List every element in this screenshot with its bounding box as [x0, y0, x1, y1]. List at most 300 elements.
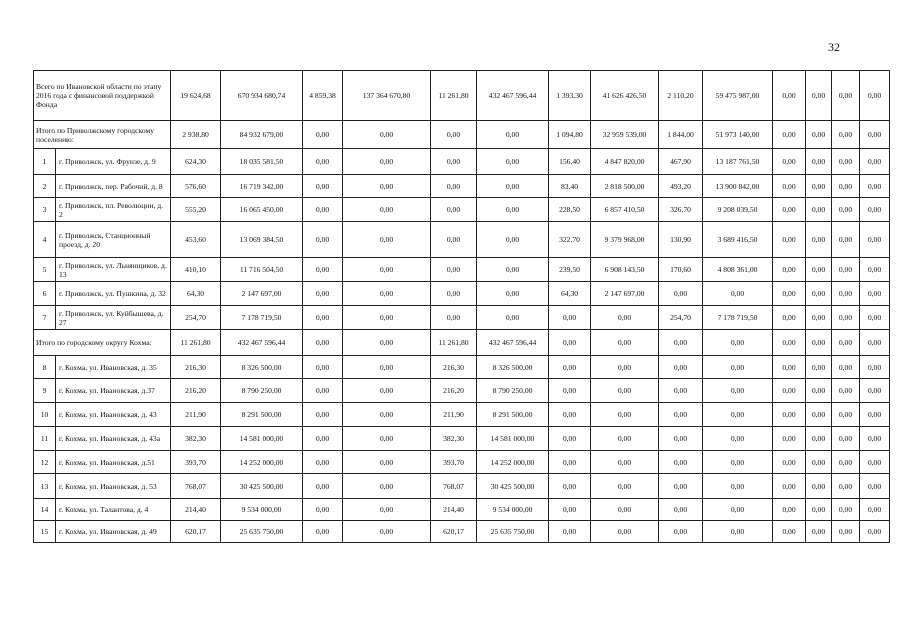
- value-cell: 382,30: [171, 427, 221, 451]
- value-cell: 768,07: [171, 474, 221, 499]
- address-cell: г. Приволжск, Станционный проезд, д. 20: [56, 222, 171, 258]
- value-cell: 0,00: [703, 356, 773, 379]
- value-cell: 0,00: [343, 306, 431, 330]
- row-number: 13: [34, 474, 56, 499]
- value-cell: 170,60: [659, 258, 703, 282]
- value-cell: 228,50: [549, 198, 591, 222]
- value-cell: 0,00: [860, 222, 890, 258]
- value-cell: 0,00: [832, 403, 860, 427]
- value-cell: 0,00: [806, 499, 832, 521]
- value-cell: 0,00: [773, 282, 806, 306]
- value-cell: 0,00: [832, 198, 860, 222]
- value-cell: 0,00: [860, 258, 890, 282]
- program-table-sheet: [33, 70, 889, 543]
- value-cell: 0,00: [806, 474, 832, 499]
- value-cell: 0,00: [343, 356, 431, 379]
- table-row: [34, 198, 890, 222]
- row-number: 4: [34, 222, 56, 258]
- value-cell: 254,70: [659, 306, 703, 330]
- value-cell: 0,00: [832, 521, 860, 543]
- value-cell: 214,40: [171, 499, 221, 521]
- value-cell: 0,00: [477, 198, 549, 222]
- value-cell: 326,70: [659, 198, 703, 222]
- value-cell: 8 291 500,00: [221, 403, 303, 427]
- table-row: [34, 403, 890, 427]
- value-cell: 0,00: [303, 282, 343, 306]
- address-cell: г. Кохма, ул. Ивановская, д. 43а: [56, 427, 171, 451]
- table-row: [34, 474, 890, 499]
- value-cell: 432 467 596,44: [221, 330, 303, 356]
- value-cell: 64,30: [549, 282, 591, 306]
- value-cell: 493,20: [659, 175, 703, 198]
- table-body: [34, 71, 890, 543]
- value-cell: 0,00: [549, 451, 591, 474]
- value-cell: 0,00: [860, 306, 890, 330]
- value-cell: 0,00: [832, 258, 860, 282]
- value-cell: 0,00: [703, 521, 773, 543]
- address-cell: г. Кохма, ул. Ивановская, д. 43: [56, 403, 171, 427]
- value-cell: 670 934 680,74: [221, 71, 303, 121]
- table-row: [34, 451, 890, 474]
- value-cell: 620,17: [431, 521, 477, 543]
- value-cell: 0,00: [806, 403, 832, 427]
- value-cell: 0,00: [806, 427, 832, 451]
- value-cell: 14 581 000,00: [221, 427, 303, 451]
- value-cell: 0,00: [806, 149, 832, 175]
- value-cell: 576,60: [171, 175, 221, 198]
- value-cell: 0,00: [343, 149, 431, 175]
- value-cell: 2 110,20: [659, 71, 703, 121]
- value-cell: 0,00: [703, 474, 773, 499]
- value-cell: 0,00: [303, 379, 343, 403]
- value-cell: 1 844,00: [659, 121, 703, 149]
- value-cell: 211,90: [431, 403, 477, 427]
- value-cell: 0,00: [860, 330, 890, 356]
- value-cell: 0,00: [860, 121, 890, 149]
- row-number: 3: [34, 198, 56, 222]
- value-cell: 0,00: [860, 198, 890, 222]
- total-row: [34, 71, 890, 121]
- table-row: [34, 258, 890, 282]
- value-cell: 14 581 000,00: [477, 427, 549, 451]
- value-cell: 0,00: [832, 427, 860, 451]
- value-cell: 0,00: [431, 149, 477, 175]
- value-cell: 13 069 384,50: [221, 222, 303, 258]
- total-label: Итого по Приволжскому городскому поселению:: [34, 121, 171, 149]
- value-cell: 9 534 000,00: [477, 499, 549, 521]
- value-cell: 4 859,38: [303, 71, 343, 121]
- value-cell: 0,00: [303, 499, 343, 521]
- address-cell: г. Приволжск, ул. Льнянщиков, д. 13: [56, 258, 171, 282]
- value-cell: 0,00: [477, 306, 549, 330]
- value-cell: 0,00: [832, 282, 860, 306]
- value-cell: 0,00: [773, 306, 806, 330]
- value-cell: 0,00: [591, 330, 659, 356]
- value-cell: 0,00: [549, 521, 591, 543]
- value-cell: 25 635 750,00: [221, 521, 303, 543]
- value-cell: 4 808 361,00: [703, 258, 773, 282]
- value-cell: 8 790 250,00: [221, 379, 303, 403]
- value-cell: 453,60: [171, 222, 221, 258]
- value-cell: 1 094,80: [549, 121, 591, 149]
- value-cell: 0,00: [703, 282, 773, 306]
- value-cell: 0,00: [591, 306, 659, 330]
- value-cell: 0,00: [343, 258, 431, 282]
- value-cell: 0,00: [773, 149, 806, 175]
- value-cell: 0,00: [549, 356, 591, 379]
- value-cell: 0,00: [832, 149, 860, 175]
- value-cell: 9 534 000,00: [221, 499, 303, 521]
- value-cell: 0,00: [549, 379, 591, 403]
- value-cell: 0,00: [832, 451, 860, 474]
- value-cell: 0,00: [659, 330, 703, 356]
- value-cell: 0,00: [431, 282, 477, 306]
- value-cell: 3 689 416,50: [703, 222, 773, 258]
- value-cell: 768,07: [431, 474, 477, 499]
- row-number: 7: [34, 306, 56, 330]
- value-cell: 0,00: [303, 356, 343, 379]
- value-cell: 83,40: [549, 175, 591, 198]
- value-cell: 0,00: [773, 499, 806, 521]
- value-cell: 156,40: [549, 149, 591, 175]
- value-cell: 432 467 596,44: [477, 330, 549, 356]
- value-cell: 410,10: [171, 258, 221, 282]
- value-cell: 0,00: [303, 306, 343, 330]
- value-cell: 254,70: [171, 306, 221, 330]
- value-cell: 8 790 250,00: [477, 379, 549, 403]
- value-cell: 7 178 719,50: [221, 306, 303, 330]
- value-cell: 0,00: [343, 330, 431, 356]
- row-number: 11: [34, 427, 56, 451]
- value-cell: 9 379 968,00: [591, 222, 659, 258]
- value-cell: 6 908 143,50: [591, 258, 659, 282]
- value-cell: 41 626 426,50: [591, 71, 659, 121]
- value-cell: 0,00: [303, 121, 343, 149]
- value-cell: 0,00: [773, 222, 806, 258]
- value-cell: 0,00: [703, 451, 773, 474]
- table-row: [34, 175, 890, 198]
- value-cell: 0,00: [591, 451, 659, 474]
- address-cell: г. Кохма, ул. Талантова, д. 4: [56, 499, 171, 521]
- value-cell: 0,00: [477, 222, 549, 258]
- value-cell: 0,00: [343, 121, 431, 149]
- value-cell: 0,00: [303, 149, 343, 175]
- value-cell: 0,00: [591, 403, 659, 427]
- value-cell: 130,90: [659, 222, 703, 258]
- value-cell: 216,20: [171, 379, 221, 403]
- value-cell: 0,00: [431, 198, 477, 222]
- housing-program-table: [33, 70, 890, 543]
- value-cell: 0,00: [431, 222, 477, 258]
- value-cell: 0,00: [659, 282, 703, 306]
- value-cell: 0,00: [860, 71, 890, 121]
- address-cell: г. Приволжск, ул. Пушкина, д. 32: [56, 282, 171, 306]
- row-number: 10: [34, 403, 56, 427]
- value-cell: 0,00: [832, 499, 860, 521]
- value-cell: 0,00: [303, 403, 343, 427]
- value-cell: 0,00: [431, 121, 477, 149]
- page-number: 32: [828, 40, 840, 54]
- value-cell: 0,00: [773, 330, 806, 356]
- value-cell: 0,00: [860, 403, 890, 427]
- value-cell: 0,00: [832, 330, 860, 356]
- value-cell: 19 624,68: [171, 71, 221, 121]
- value-cell: 30 425 500,00: [221, 474, 303, 499]
- value-cell: 0,00: [343, 521, 431, 543]
- value-cell: 0,00: [773, 379, 806, 403]
- value-cell: 0,00: [703, 427, 773, 451]
- value-cell: 0,00: [806, 258, 832, 282]
- value-cell: 0,00: [832, 356, 860, 379]
- table-row: [34, 222, 890, 258]
- value-cell: 0,00: [549, 403, 591, 427]
- value-cell: 0,00: [477, 121, 549, 149]
- table-row: [34, 521, 890, 543]
- value-cell: 0,00: [549, 499, 591, 521]
- value-cell: 432 467 596,44: [477, 71, 549, 121]
- value-cell: 0,00: [860, 521, 890, 543]
- table-row: [34, 306, 890, 330]
- row-number: 9: [34, 379, 56, 403]
- value-cell: 0,00: [303, 222, 343, 258]
- value-cell: 0,00: [806, 306, 832, 330]
- value-cell: 0,00: [773, 121, 806, 149]
- row-number: 1: [34, 149, 56, 175]
- value-cell: 0,00: [806, 521, 832, 543]
- value-cell: 0,00: [591, 427, 659, 451]
- value-cell: 14 252 000,00: [477, 451, 549, 474]
- value-cell: 0,00: [860, 175, 890, 198]
- value-cell: 0,00: [343, 282, 431, 306]
- value-cell: 0,00: [659, 379, 703, 403]
- value-cell: 0,00: [703, 330, 773, 356]
- value-cell: 11 261,80: [431, 330, 477, 356]
- value-cell: 0,00: [549, 427, 591, 451]
- table-row: [34, 427, 890, 451]
- value-cell: 0,00: [773, 474, 806, 499]
- value-cell: 11 261,80: [431, 71, 477, 121]
- value-cell: 0,00: [303, 258, 343, 282]
- value-cell: 0,00: [806, 222, 832, 258]
- value-cell: 0,00: [806, 71, 832, 121]
- value-cell: 211,90: [171, 403, 221, 427]
- value-cell: 0,00: [477, 175, 549, 198]
- value-cell: 0,00: [860, 451, 890, 474]
- value-cell: 0,00: [659, 403, 703, 427]
- value-cell: 0,00: [832, 71, 860, 121]
- value-cell: 0,00: [659, 427, 703, 451]
- value-cell: 0,00: [703, 403, 773, 427]
- value-cell: 0,00: [303, 451, 343, 474]
- value-cell: 0,00: [477, 282, 549, 306]
- value-cell: 0,00: [860, 149, 890, 175]
- value-cell: 0,00: [549, 306, 591, 330]
- total-row: [34, 330, 890, 356]
- value-cell: 0,00: [591, 356, 659, 379]
- value-cell: 0,00: [806, 356, 832, 379]
- value-cell: 0,00: [303, 474, 343, 499]
- value-cell: 0,00: [343, 222, 431, 258]
- table-row: [34, 379, 890, 403]
- value-cell: 0,00: [659, 474, 703, 499]
- value-cell: 0,00: [703, 499, 773, 521]
- row-number: 5: [34, 258, 56, 282]
- value-cell: 0,00: [860, 499, 890, 521]
- value-cell: 32 959 539,00: [591, 121, 659, 149]
- value-cell: 2 147 697,00: [221, 282, 303, 306]
- value-cell: 2 938,80: [171, 121, 221, 149]
- value-cell: 0,00: [477, 258, 549, 282]
- value-cell: 0,00: [303, 521, 343, 543]
- value-cell: 0,00: [773, 175, 806, 198]
- row-number: 12: [34, 451, 56, 474]
- value-cell: 13 900 842,00: [703, 175, 773, 198]
- value-cell: 0,00: [832, 474, 860, 499]
- value-cell: 0,00: [806, 198, 832, 222]
- value-cell: 0,00: [343, 379, 431, 403]
- value-cell: 64,30: [171, 282, 221, 306]
- value-cell: 8 326 500,00: [221, 356, 303, 379]
- value-cell: 8 291 500,00: [477, 403, 549, 427]
- value-cell: 0,00: [477, 149, 549, 175]
- value-cell: 0,00: [832, 306, 860, 330]
- value-cell: 0,00: [832, 121, 860, 149]
- table-row: [34, 356, 890, 379]
- value-cell: 0,00: [806, 175, 832, 198]
- value-cell: 13 187 761,50: [703, 149, 773, 175]
- value-cell: 0,00: [659, 451, 703, 474]
- value-cell: 0,00: [343, 499, 431, 521]
- total-row: [34, 121, 890, 149]
- value-cell: 0,00: [343, 427, 431, 451]
- value-cell: 0,00: [773, 451, 806, 474]
- value-cell: 0,00: [549, 474, 591, 499]
- value-cell: 0,00: [773, 521, 806, 543]
- value-cell: 467,90: [659, 149, 703, 175]
- value-cell: 0,00: [303, 330, 343, 356]
- value-cell: 0,00: [343, 451, 431, 474]
- value-cell: 18 035 581,50: [221, 149, 303, 175]
- value-cell: 16 719 342,00: [221, 175, 303, 198]
- value-cell: 2 818 500,00: [591, 175, 659, 198]
- value-cell: 393,70: [171, 451, 221, 474]
- value-cell: 0,00: [431, 175, 477, 198]
- value-cell: 8 326 500,00: [477, 356, 549, 379]
- value-cell: 322,70: [549, 222, 591, 258]
- value-cell: 0,00: [549, 330, 591, 356]
- value-cell: 0,00: [832, 379, 860, 403]
- table-row: [34, 282, 890, 306]
- value-cell: 0,00: [343, 474, 431, 499]
- value-cell: 0,00: [591, 521, 659, 543]
- value-cell: 0,00: [591, 379, 659, 403]
- value-cell: 2 147 697,00: [591, 282, 659, 306]
- value-cell: 0,00: [303, 175, 343, 198]
- value-cell: 0,00: [303, 198, 343, 222]
- value-cell: 0,00: [806, 330, 832, 356]
- value-cell: 0,00: [806, 451, 832, 474]
- value-cell: 0,00: [591, 499, 659, 521]
- value-cell: 0,00: [343, 403, 431, 427]
- row-number: 6: [34, 282, 56, 306]
- value-cell: 0,00: [773, 198, 806, 222]
- value-cell: 30 425 500,00: [477, 474, 549, 499]
- table-row: [34, 499, 890, 521]
- value-cell: 51 973 140,00: [703, 121, 773, 149]
- address-cell: г. Кохма, ул. Ивановская, д. 53: [56, 474, 171, 499]
- value-cell: 0,00: [860, 282, 890, 306]
- address-cell: г. Кохма, ул. Ивановская, д. 49: [56, 521, 171, 543]
- value-cell: 25 635 750,00: [477, 521, 549, 543]
- value-cell: 0,00: [860, 379, 890, 403]
- value-cell: 0,00: [773, 403, 806, 427]
- value-cell: 0,00: [659, 521, 703, 543]
- value-cell: 0,00: [703, 379, 773, 403]
- value-cell: 137 364 670,80: [343, 71, 431, 121]
- value-cell: 14 252 000,00: [221, 451, 303, 474]
- row-number: 2: [34, 175, 56, 198]
- address-cell: г. Приволжск, пер. Рабочий, д. 8: [56, 175, 171, 198]
- value-cell: 555,20: [171, 198, 221, 222]
- value-cell: 0,00: [591, 474, 659, 499]
- value-cell: 0,00: [431, 306, 477, 330]
- value-cell: 624,30: [171, 149, 221, 175]
- value-cell: 16 065 450,00: [221, 198, 303, 222]
- value-cell: 239,50: [549, 258, 591, 282]
- address-cell: г. Приволжск, ул. Куйбышева, д. 27: [56, 306, 171, 330]
- value-cell: 216,30: [431, 356, 477, 379]
- value-cell: 0,00: [806, 379, 832, 403]
- value-cell: 4 847 820,00: [591, 149, 659, 175]
- value-cell: 0,00: [832, 175, 860, 198]
- address-cell: г. Приволжск, пл. Революции, д. 2: [56, 198, 171, 222]
- value-cell: 0,00: [832, 222, 860, 258]
- value-cell: 0,00: [806, 282, 832, 306]
- total-label: Всего по Ивановской области по этапу 2016 года с финансовой поддержкой Фонда: [34, 71, 171, 121]
- row-number: 8: [34, 356, 56, 379]
- value-cell: 0,00: [773, 356, 806, 379]
- value-cell: 0,00: [773, 427, 806, 451]
- value-cell: 0,00: [860, 427, 890, 451]
- row-number: 14: [34, 499, 56, 521]
- address-cell: г. Кохма, ул. Ивановская, д.37: [56, 379, 171, 403]
- value-cell: 216,20: [431, 379, 477, 403]
- value-cell: 216,30: [171, 356, 221, 379]
- value-cell: 0,00: [860, 474, 890, 499]
- value-cell: 7 178 719,50: [703, 306, 773, 330]
- address-cell: г. Кохма, ул. Ивановская, д. 35: [56, 356, 171, 379]
- table-row: [34, 149, 890, 175]
- value-cell: 0,00: [343, 175, 431, 198]
- value-cell: 0,00: [431, 258, 477, 282]
- address-cell: г. Кохма, ул. Ивановская, д.51: [56, 451, 171, 474]
- value-cell: 59 475 987,00: [703, 71, 773, 121]
- value-cell: 11 716 504,50: [221, 258, 303, 282]
- value-cell: 11 261,80: [171, 330, 221, 356]
- value-cell: 0,00: [659, 356, 703, 379]
- value-cell: 214,40: [431, 499, 477, 521]
- value-cell: 620,17: [171, 521, 221, 543]
- value-cell: 1 393,30: [549, 71, 591, 121]
- value-cell: 0,00: [303, 427, 343, 451]
- row-number: 15: [34, 521, 56, 543]
- value-cell: 0,00: [806, 121, 832, 149]
- value-cell: 382,30: [431, 427, 477, 451]
- value-cell: 9 208 039,50: [703, 198, 773, 222]
- value-cell: 0,00: [659, 499, 703, 521]
- value-cell: 0,00: [773, 258, 806, 282]
- value-cell: 0,00: [773, 71, 806, 121]
